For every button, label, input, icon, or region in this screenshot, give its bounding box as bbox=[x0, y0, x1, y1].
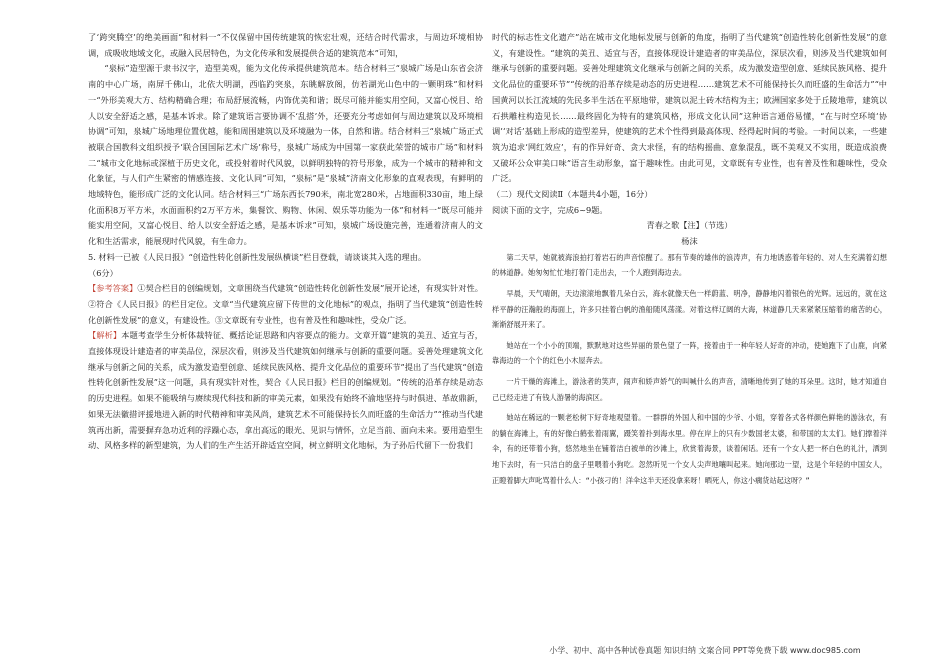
analysis-tag: 【解析】 bbox=[88, 330, 122, 341]
passage-body bbox=[492, 250, 887, 488]
passage-title: 青春之歌【注】（节选） bbox=[646, 220, 733, 231]
question-5 bbox=[88, 250, 483, 266]
passage-paragraph: 她站在一个小小的顶端，默默地对这些异丽的景色望了一阵，接着由于一种年轻人好奇的冲动，使她跑下了山鹿，向紧靠海边的一个个的红色小木屋奔去。 bbox=[492, 340, 887, 366]
passage-paragraph: 一片干燥的海滩上，游泳者的笑声，闹声和娇声娇气的叫喊什么的声音，清晰地传到了她的耳朵里。这时，她才知道自己已经走进了有钱人游暑的海滨区。 bbox=[492, 377, 887, 402]
page-footer bbox=[0, 645, 950, 656]
passage-paragraph: 早晨，天气晴朗，天边滚滚地飘着几朵白云，海水就像天色一样蔚蓝、明净，静静地闪着银色的光辉。远远的，就在这样平静的汪瀚般的海面上，许多只挂着白帆的渔船随风荡漾。对着这样辽阔的大海，林道静几天来紧紧压缩着的痛苦的心，渐渐舒展开来了。 bbox=[492, 289, 887, 330]
right-column bbox=[492, 30, 887, 493]
section-heading: （二）现代文阅读Ⅱ（本题共4小题，16分） bbox=[492, 189, 653, 200]
reading-instruction: 阅读下面的文字，完成6~9题。 bbox=[492, 204, 608, 215]
left-column bbox=[88, 30, 483, 454]
analysis-text: 本题考查学生分析体裁特征、概括论证思路和内容要点的能力。文章开篇“建筑的美丑、适宜与否，直接体现设计建造者的审美品位，深层次看，则涉及当代建筑如何继承与创新的重要问题。妥善处理建筑文化继承与创新之间的关系，成为激发造型创意、延续民族风格、提升文化品位的重要环节”提出了当代建筑“创造性转化创新性发展”这一问题，具有现实针对性，契合《人民日报》栏目的创编规划。“传统的沿革存续是动态的历史进程。如果不能吸纳与赓续现代科技和新的审美元素，如果没有始终不渝地坚持与时俱进、革故鼎新，如果无法徽措评援地进入新的时代精神和审美风尚，建筑艺术不可能保持长久而旺盛的生命活力”“推动当代建筑再出新，需要摒弃急功近利的浮躁心态，拿出高远的眼光、见识与情怀，立足当前、面向未来。要用造型生动、风格多样的新型建筑，为人们的生产生活开辟适宜空间，树立鲜明文化地标，为子孙后代留下一份我们 bbox=[88, 330, 483, 451]
question-5-score: （6分） bbox=[88, 267, 118, 278]
answer-tag: 【参考答案】 bbox=[88, 283, 138, 294]
left-paragraph-2: “泉标”造型源于隶书汉字，造型美观，能为文化传承提供建筑范本。结合材料三“泉城广场是山东省会济南的中心广场，南屏千佛山，北依大明湖，西临趵突泉，东眺解放阁，仿若湖光山色中的一颗明珠”和材料一“外形美观大方、结构精确合理；布局舒展流畅，内饰优美和谐；既尽可能并能实用空间，又富心悦目、给人以安全舒适之感，是基本诉求。除了建筑语言要协调不‘乱搭’外，还要充分考虑如何与周边建筑以及环境相协调”可知，泉城广场地理位置优越，能和周围建筑以及环境融为一体，自然和谐。结合材料三“泉城广场正式被联合国教科文组织授予‘联合国国际艺术广场’称号，泉城广场成为中国第一家获此荣誉的城市广场”和材料二“城市文化地标或深植于历史文化，或投射着时代风貌，以鲜明独特的符号形象，成为一个城市的精神和文化象征，与人们产生紧密的情感连接、文化认同”可知，“泉标”是“泉城”济南文化形象的直观表现，有鲜明的地域特色，能形成广泛的文化认同。结合材料三“广场东西长790米，南北宽280米，占地面积330亩，地上绿化面积8万平方米，水面面积约2万平方米，集餐饮、购物、休闲、娱乐等功能为一体”和材料一“既尽可能并能实用空间，又富心悦目、给人以安全舒适之感，是基本诉求”可知，泉城广场设施完善，连通着济南人的文化和生活需求，能展现时代风貌，有生命力。 bbox=[88, 63, 483, 247]
passage-paragraph: 她站在稀远的一颗老松树下好奇地观望着。一群群的外国人和中国的少爷、小姐，穿着各式各样颜色鲜艳的游泳衣，有的躺在海滩上，有的好像白鹤张着雨翼，蹑笑着扑到海水里。停在岸上的只有少数国老太婆，和带国的太太们。她们撑着洋伞，有的还带着小狗，悠然地坐在铺着洁白被单的沙滩上，欣赏着海景，谈着闲话。还有一个女人把一杯白色的礼汁，洒到地下去时，有一只洁白的盘子里喂着小狗吃。忽然听见一个女人尖声地嚷叫起来。她向那边一望，这是个年轻的中国女人，正瞪着脚大声叱骂着什么人：“小孩刁的！洋伞这半天还没拿来呀！晒死人，你这小瘸货站起这呀？” bbox=[492, 413, 887, 485]
passage-author: 杨沫 bbox=[681, 236, 698, 247]
answer-text: ①契合栏目的创编规划，文章围绕当代建筑“创造性转化创新性发展”展开论述，有现实针对性。②符合《人民日报》的栏目定位。文章“当代建筑应留下传世的文化地标”的观点，指明了当代建筑“创造性转化创新性发展”的意义，有建设性。③文章既有专业性，也有普及性和趣味性，受众广泛。 bbox=[88, 283, 483, 325]
question-5-text: 5. 材料一已被《人民日报》“创造性转化创新性发展纵横谈”栏目登载，请谈谈其入选的理由。 bbox=[88, 251, 427, 262]
analysis-block bbox=[88, 328, 483, 454]
answer-block bbox=[88, 281, 483, 328]
footer-text: 小学、初中、高中各种试卷真题 知识归纳 文案合同 PPT等免费下载 www.doc985.com bbox=[549, 646, 861, 655]
left-paragraph-1: 了‘跨突腾空’的绝美画面”和材料一“不仅保留中国传统建筑的恢宏壮观，还结合时代需求，与周边环境相协调，成吸收地域文化，或融入民居特色，为文化传承和发展提供合适的建筑范本”可知， bbox=[88, 32, 483, 58]
right-paragraph-1: 时代的标志性文化遗产”站在城市文化地标发展与创新的角度，指明了当代建筑“创造性转化创新性发展”的意义，有建设性。“建筑的美丑、适宜与否，直接体现设计建造者的审美品位，深层次看，则涉及当代建筑如何继承与创新的重要问题。妥善处理建筑文化继承与创新之间的关系，成为激发造型创意、延续民族风格、提升文化品位的重要环节”“传统的沿革存续是动态的历史进程……建筑艺术不可能保持长久而旺盛的生命活力”“中国黄河以长江流域的先民多半生活在平原地带，建筑以泥土砖木结构为主；欧洲国家多处于丘陵地带，建筑以石拱雕柱构造见长……最终固化为特有的建筑风格，形成文化认同”这种语言通俗易懂，“在与时空环境‘协调’‘对话’基础上形成的造型差异，使建筑的艺术个性得到最高体现、经得起时间的考验。一时间以来，一些建筑为追求‘网红效应’，有的作异好奇、贪大求怪，有的结构摇曲、意象混乱，既不美观又不实用，既造成浪费又破坏公众审美口味”语言生动形象，富于趣味性。由此可见，文章既有专业性，也有普及性和趣味性，受众广泛。 bbox=[492, 32, 887, 184]
passage-paragraph: 第二天早，她就被海浪拍打着岩石的声音惊醒了。那有节奏的雄伟的浪涛声，有力地诱惑着年轻的、对人生充满着幻想的林道静。她匆匆忙忙地打着门走出去，一个人跑到海边去。 bbox=[492, 252, 887, 278]
